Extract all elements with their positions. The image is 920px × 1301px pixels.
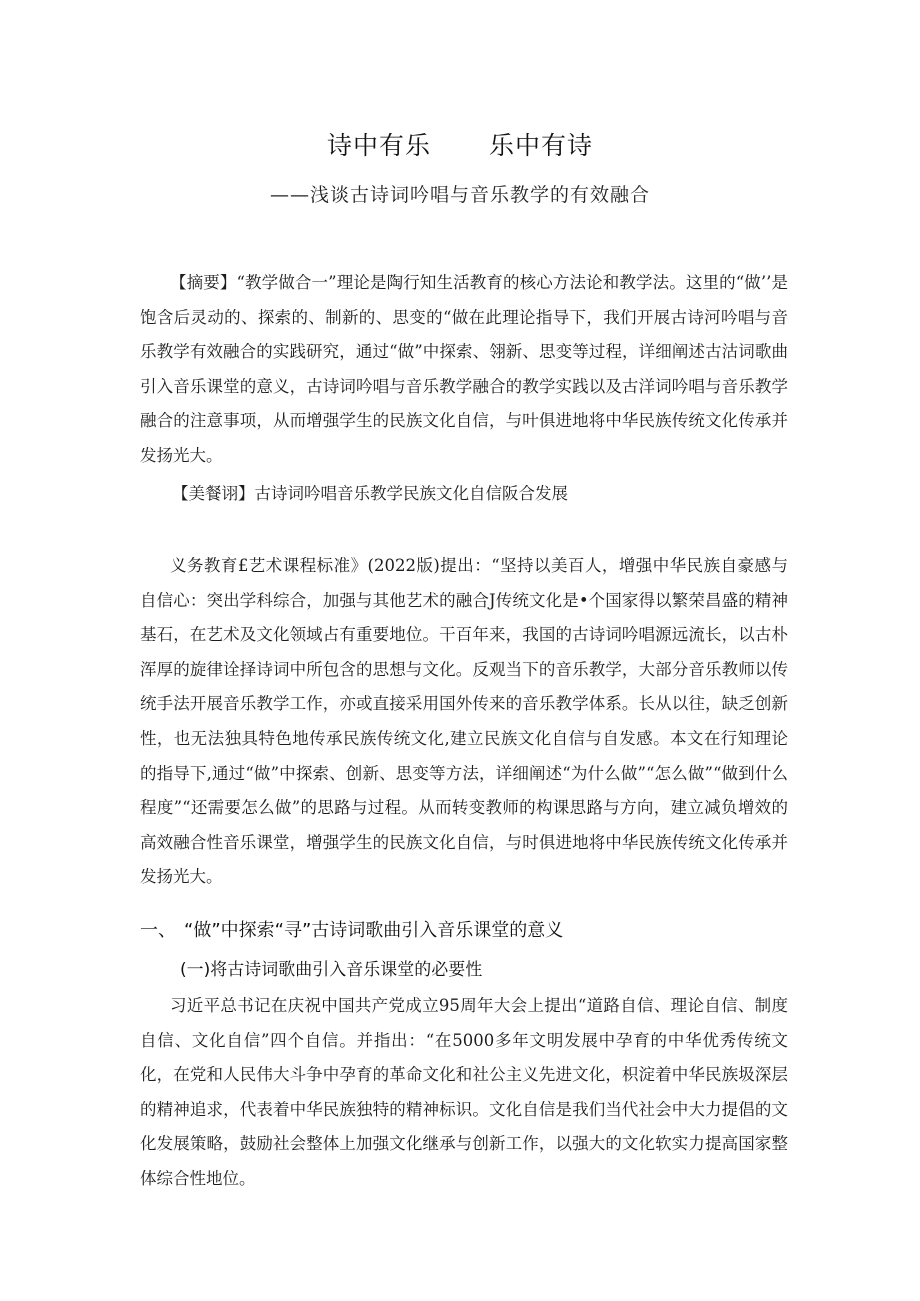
section-1-heading: [140, 914, 563, 948]
keywords-line: 【美餐诩】古诗词吟唱音乐教学民族文化自信阪合发展: [172, 484, 568, 503]
abstract-paragraph: 【摘要】“教学做合一”理论是陶行知生活教育的核心方法论和教学法。这里的“做’’是饱含后灵动的、探索的、制新的、思变的“做在此理论指导下，我们开展古诗河吟唱与音乐教学有效融合的实践研究，通过“做”中探索、翎新、思变等过程，详细阐述古沽词歌曲引入音乐课堂的意义，古诗词吟唱与音乐教学融合的教学实践以及古洋词吟唱与音乐教学融合的注意事项，从而增强学生的民族文化自信，与叶俱进地将中华民族传统文化传承并发扬光大。: [140, 273, 788, 465]
section-1-paragraph: 习近平总书记在庆祝中国共产党成立95周年大会上提出“道路自信、理论自信、制度自信、文化自信”四个自信。并指出：“在5000多年文明发展中孕育的中华优秀传统文化，在党和人民伟大斗争中孕育的革命文化和社公主义先进文化，枳淀着中华民族圾深层的精神追求，代表着中华民族独特的精神标识。文化自信是我们当代社会中大力提倡的文化发展策略，鼓励社会整体上加强文化继承与创新工作，以强大的文化软实力提高国家整体综合性地位。: [140, 996, 788, 1188]
section-1-title: “做”中探索“寻”古诗词歌曲引入音乐课堂的意义: [184, 920, 564, 941]
title-left: 诗中有乐: [326, 131, 431, 160]
section-1-number: 一、: [140, 920, 176, 941]
intro-paragraph: 义务教育£艺术课程标准》(2022版)提出：“坚持以美百人，增强中华民族自豪感与自信心：突出学科综合，加强与其他艺术的融合J传统文化是•个国家得以繁荣昌盛的精神基石，在艺术及文化领域占有重要地位。干百年来，我国的古诗词吟唱源远流长，以古朴浑厚的旋律诠择诗词中所包含的思想与文化。反观当下的音乐教学，大部分音乐教师以传统手法开展音乐教学工作，亦或直接采用国外传来的音乐教学体系。长从以往，缺乏创新性，也无法独具特色地传承民族传统文化,建立民族文化自信与自发感。本文在行知理论的指导下,通过“做”中探索、创新、思变等方法，详细阐述“为什么做”“怎么做”“做到什么程度”“还需要怎么做”的思路与过程。从而转变教师的构课思路与方向，建立减负增效的高效融合性音乐课堂，增强学生的民族文化自信，与时俱进地将中华民族传统文化传承并发扬光大。: [140, 556, 788, 887]
section-1-subheading: (一)将古诗词歌曲引入音乐课堂的必要性: [180, 960, 483, 980]
document-subtitle: ——浅谈古诗词吟唱与音乐教学的有效融合: [269, 184, 650, 206]
title-right: 乐中有诗: [489, 131, 594, 160]
document-title: [0, 126, 920, 162]
